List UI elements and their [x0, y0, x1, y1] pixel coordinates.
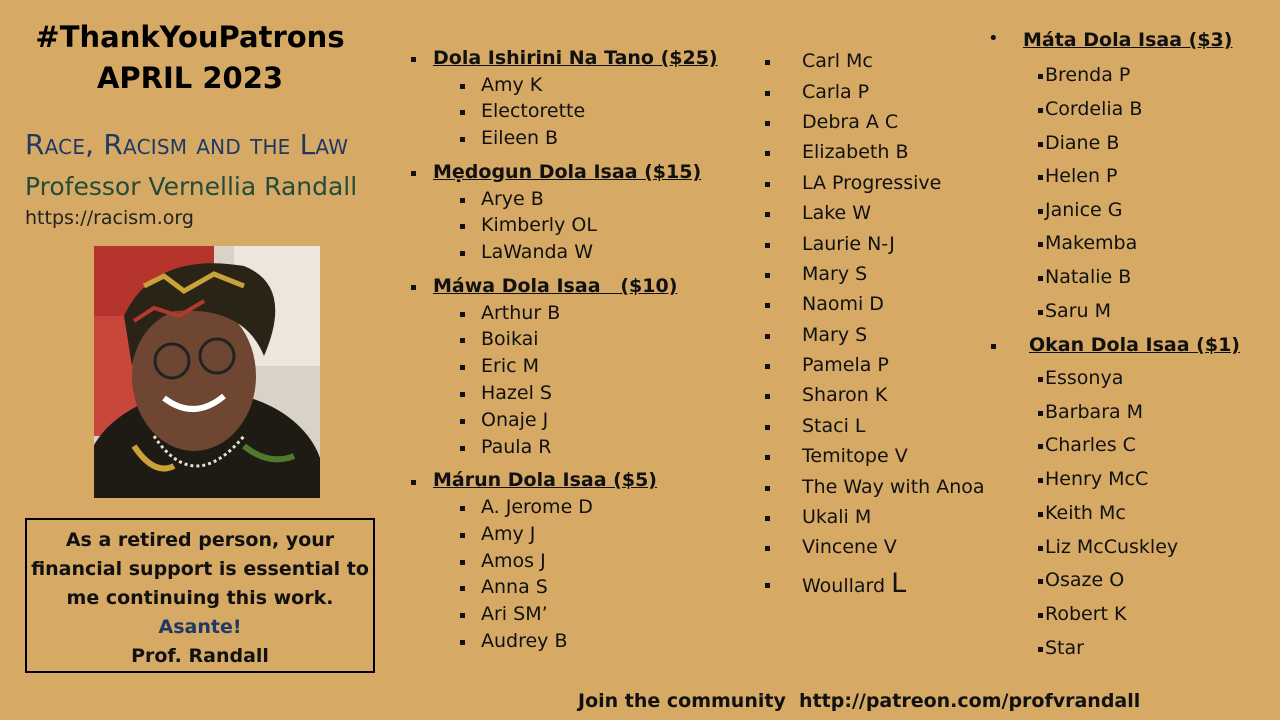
patron-name: A. Jerome D — [481, 496, 593, 518]
note-asante: Asante! — [158, 616, 242, 638]
patron-name: Amy J — [481, 523, 536, 545]
patron-name: Elizabeth B — [802, 141, 909, 163]
name-bullet — [765, 91, 770, 96]
patron-name: Star — [1045, 637, 1084, 659]
name-bullet — [460, 506, 465, 511]
tier-bullet — [411, 480, 416, 485]
website-url[interactable]: https://racism.org — [25, 207, 194, 229]
patron-name: Diane B — [1045, 132, 1120, 154]
patron-name: Carla P — [802, 81, 870, 103]
patron-name: Sharon K — [802, 384, 888, 406]
patron-name: Amy K — [481, 74, 543, 96]
patron-name: Liz McCuskley — [1045, 536, 1179, 558]
tier-5-heading: Márun Dola Isaa ($5) — [433, 469, 657, 491]
name-bullet — [1038, 209, 1043, 214]
patron-name: Robert K — [1045, 603, 1127, 625]
tier-15-heading: Mẹdogun Dola Isaa ($15) — [433, 161, 702, 183]
patron-name: Electorette — [481, 100, 586, 122]
name-bullet — [1038, 411, 1043, 416]
hashtag-title: #ThankYouPatrons — [35, 20, 345, 54]
name-bullet — [1038, 142, 1043, 147]
patron-name: Janice G — [1045, 199, 1123, 221]
patron-name: Temitope V — [802, 445, 908, 467]
name-bullet — [1038, 579, 1043, 584]
tier-bullet — [411, 171, 416, 176]
patron-name: Arthur B — [481, 302, 561, 324]
name-bullet — [460, 338, 465, 343]
name-bullet — [765, 455, 770, 460]
patron-name: Makemba — [1045, 232, 1138, 254]
name-bullet — [460, 446, 465, 451]
tier-10-heading: Máwa Dola Isaa ($10) — [433, 275, 678, 297]
name-bullet — [460, 137, 465, 142]
name-bullet — [460, 560, 465, 565]
patron-name: Kimberly OL — [481, 214, 597, 236]
name-bullet — [765, 243, 770, 248]
name-bullet — [765, 364, 770, 369]
patron-name-woullard — [802, 568, 906, 599]
name-bullet — [1038, 613, 1043, 618]
name-bullet — [1038, 444, 1043, 449]
patron-name: Debra A C — [802, 111, 899, 133]
course-title: Race, Racism and the Law — [25, 128, 349, 161]
name-bullet — [1038, 512, 1043, 517]
name-bullet — [1038, 242, 1043, 247]
patron-name: Arye B — [481, 188, 544, 210]
name-bullet — [765, 425, 770, 430]
tier-25-heading: Dola Ishirini Na Tano ($25) — [433, 47, 718, 69]
professor-photo — [94, 246, 320, 498]
patron-name: The Way with Anoa — [802, 476, 985, 498]
name-bullet — [765, 334, 770, 339]
patron-name: Mary S — [802, 324, 868, 346]
patron-name: Natalie B — [1045, 266, 1132, 288]
patron-name: LA Progressive — [802, 172, 942, 194]
patron-name: Pamela P — [802, 354, 889, 376]
name-bullet — [460, 312, 465, 317]
name-bullet — [765, 486, 770, 491]
name-bullet — [765, 212, 770, 217]
tier-3-heading: Máta Dola Isaa ($3) — [1023, 29, 1233, 51]
patron-name: Saru M — [1045, 300, 1111, 322]
patron-name: Staci L — [802, 415, 866, 437]
note-signature: Prof. Randall — [131, 645, 269, 667]
name-bullet — [1038, 74, 1043, 79]
patron-name: Ari SM’ — [481, 603, 548, 625]
patron-name: Helen P — [1045, 165, 1118, 187]
patron-name: LaWanda W — [481, 241, 594, 263]
name-bullet — [1038, 478, 1043, 483]
name-bullet — [1038, 175, 1043, 180]
note-line-3: me continuing this work. — [66, 587, 334, 609]
name-bullet — [1038, 108, 1043, 113]
patron-name: Osaze O — [1045, 569, 1125, 591]
name-bullet — [1038, 546, 1043, 551]
name-bullet — [1038, 377, 1043, 382]
patron-name: Audrey B — [481, 630, 568, 652]
note-line-2: financial support is essential to — [31, 558, 369, 580]
name-bullet — [460, 198, 465, 203]
name-bullet — [460, 419, 465, 424]
patron-name: Boikai — [481, 328, 539, 350]
name-bullet — [460, 640, 465, 645]
patron-name: Laurie N-J — [802, 233, 895, 255]
name-bullet — [765, 60, 770, 65]
name-bullet — [460, 613, 465, 618]
tier-bullet — [411, 57, 416, 62]
patron-name: Keith Mc — [1045, 502, 1126, 524]
patron-name-woullard-first: Woullard — [802, 575, 892, 597]
patron-name: Mary S — [802, 263, 868, 285]
tier-bullet — [991, 344, 996, 349]
name-bullet — [460, 110, 465, 115]
patron-name: Lake W — [802, 202, 872, 224]
join-community-footer[interactable]: Join the community http://patreon.com/profvrandall — [578, 690, 1141, 712]
patron-name: Barbara M — [1045, 401, 1144, 423]
name-bullet — [1038, 647, 1043, 652]
patron-name: Cordelia B — [1045, 98, 1143, 120]
patron-name: Essonya — [1045, 367, 1124, 389]
professor-name: Professor Vernellia Randall — [25, 172, 358, 201]
name-bullet — [765, 546, 770, 551]
name-bullet — [460, 533, 465, 538]
month-title: APRIL 2023 — [96, 61, 284, 95]
patron-name: Amos J — [481, 550, 546, 572]
name-bullet — [460, 84, 465, 89]
patron-name: Ukali M — [802, 506, 872, 528]
name-bullet — [765, 303, 770, 308]
name-bullet — [765, 394, 770, 399]
patron-name: Paula R — [481, 436, 552, 458]
patron-name: Anna S — [481, 576, 548, 598]
name-bullet — [765, 121, 770, 126]
name-bullet — [460, 392, 465, 397]
tier-1-heading: Okan Dola Isaa ($1) — [1029, 334, 1240, 356]
note-line-1: As a retired person, your — [65, 529, 335, 551]
tier-bullet — [411, 285, 416, 290]
patron-name: Carl Mc — [802, 50, 873, 72]
name-bullet — [765, 516, 770, 521]
name-bullet — [1038, 276, 1043, 281]
patron-name: Hazel S — [481, 382, 552, 404]
patron-name: Vincene V — [802, 536, 897, 558]
patron-name: Brenda P — [1045, 64, 1131, 86]
name-bullet — [765, 273, 770, 278]
name-bullet — [765, 151, 770, 156]
tier-bullet-dot: • — [988, 28, 999, 49]
name-bullet — [765, 182, 770, 187]
name-bullet — [460, 251, 465, 256]
patron-name: Henry McC — [1045, 468, 1149, 490]
support-note-box — [25, 518, 375, 673]
patron-name: Eileen B — [481, 127, 559, 149]
patron-name: Naomi D — [802, 293, 884, 315]
name-bullet — [460, 586, 465, 591]
patron-name: Charles C — [1045, 434, 1136, 456]
patron-name: Eric M — [481, 355, 539, 377]
name-bullet — [765, 583, 770, 588]
patron-name: Onaje J — [481, 409, 549, 431]
name-bullet — [460, 365, 465, 370]
patron-name-woullard-initial: L — [891, 568, 907, 599]
name-bullet — [460, 224, 465, 229]
name-bullet — [1038, 310, 1043, 315]
